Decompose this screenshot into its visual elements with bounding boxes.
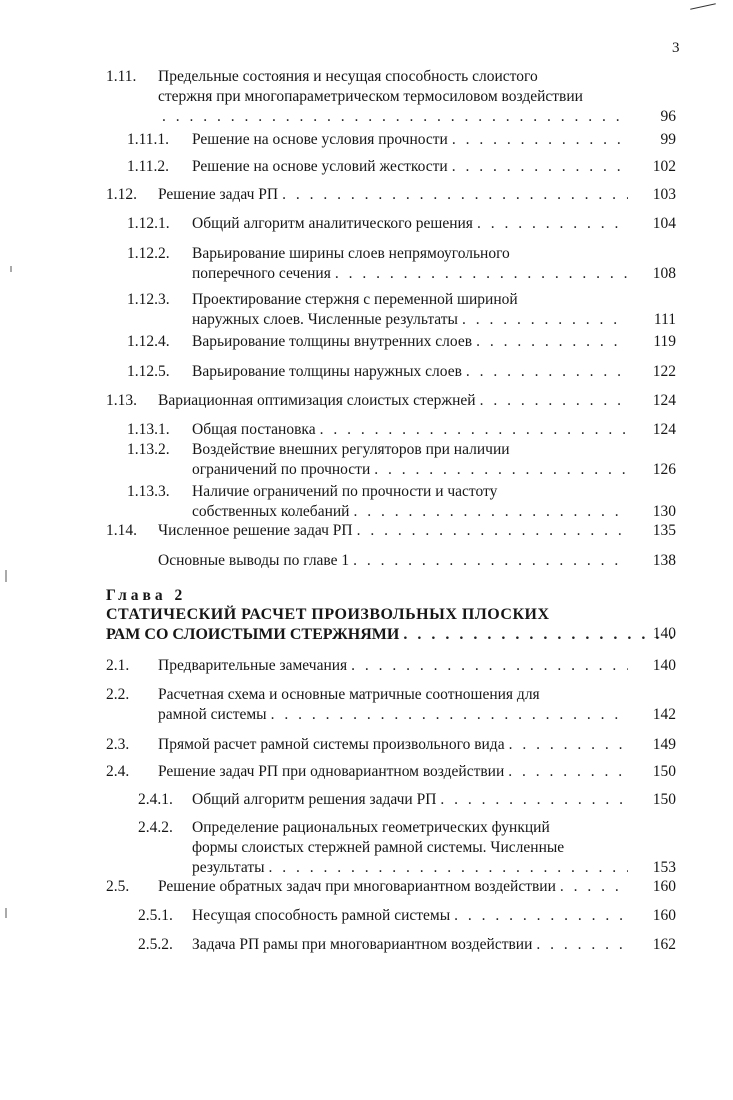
toc-entry-page: 140 bbox=[652, 657, 676, 674]
toc-entry-line: Решение задач РП при одновариантном воздействии . . . bbox=[158, 762, 628, 782]
chapter-title bbox=[106, 605, 676, 645]
toc-entry-line: Проектирование стержня с переменной шириной bbox=[192, 291, 518, 308]
toc-entry-line: Предварительные замечания . . . bbox=[158, 656, 628, 676]
toc-entry-line: Задача РП рамы при многовариантном воздействии . . . bbox=[192, 935, 628, 955]
dot-leader bbox=[505, 735, 628, 755]
dot-leader bbox=[158, 107, 628, 127]
dot-leader bbox=[448, 130, 628, 150]
dot-leader bbox=[370, 460, 628, 480]
dot-leader bbox=[476, 391, 628, 411]
toc-entry-number: 1.13.2. bbox=[127, 441, 170, 458]
toc-entry-number: 2.4.1. bbox=[138, 791, 173, 808]
toc-entry-page: 150 bbox=[652, 763, 676, 780]
toc-entry-number: 1.12. bbox=[106, 186, 137, 203]
toc-entry-line bbox=[158, 107, 628, 127]
dot-leader bbox=[349, 551, 628, 571]
chapter-title-line bbox=[106, 625, 676, 645]
toc-entry-page: 102 bbox=[652, 158, 676, 175]
toc-entry-line: формы слоистых стержней рамной системы. Численные bbox=[192, 839, 565, 856]
toc-entry-title bbox=[192, 244, 628, 284]
dot-leader bbox=[504, 762, 628, 782]
margin-mark bbox=[5, 908, 7, 918]
toc-entry-line: рамной системы . . . bbox=[158, 705, 628, 725]
toc-entry-title bbox=[192, 214, 628, 234]
toc-entry-line: Варьирование толщины наружных слоев . . . bbox=[192, 362, 628, 382]
dot-leader bbox=[347, 656, 628, 676]
dot-leader bbox=[436, 790, 628, 810]
toc-entry-page: 160 bbox=[652, 878, 676, 895]
dot-leader bbox=[532, 935, 628, 955]
toc-entry-number: 1.12.3. bbox=[127, 291, 170, 308]
toc-entry-number: 1.12.4. bbox=[127, 333, 170, 350]
toc-entry-title bbox=[158, 685, 628, 725]
margin-mark bbox=[5, 570, 7, 582]
toc-entry-title bbox=[192, 362, 628, 382]
toc-entry-number: 1.11.1. bbox=[127, 131, 170, 148]
toc-entry-title bbox=[192, 157, 628, 177]
toc-entry-number: 2.4.2. bbox=[138, 819, 173, 836]
toc-entry-line: Несущая способность рамной системы . . . bbox=[192, 906, 628, 926]
toc-entry-number: 2.5.2. bbox=[138, 936, 173, 953]
toc-entry-title bbox=[158, 67, 628, 127]
toc-entry-title bbox=[192, 482, 628, 522]
toc-entry-page: 160 bbox=[652, 907, 676, 924]
toc-entry-line: Вариационная оптимизация слоистых стержней . . . bbox=[158, 391, 628, 411]
toc-entry-page: 142 bbox=[652, 706, 676, 723]
toc-entry-title bbox=[158, 762, 628, 782]
toc-entry-page: 150 bbox=[652, 791, 676, 808]
toc-entry-number: 2.2. bbox=[106, 686, 130, 703]
toc-entry-title bbox=[158, 551, 628, 571]
toc-entry-page: 99 bbox=[660, 131, 676, 148]
dot-leader bbox=[349, 502, 628, 522]
dot-leader bbox=[331, 264, 628, 284]
toc-entry-page: 162 bbox=[652, 936, 676, 953]
toc-entry-line: Общий алгоритм решения задачи РП . . . bbox=[192, 790, 628, 810]
toc-entry-line: Общая постановка . . . bbox=[192, 420, 628, 440]
toc-entry-number: 1.14. bbox=[106, 522, 137, 539]
toc-entry-page: 153 bbox=[652, 859, 676, 876]
toc-entry-page: 126 bbox=[652, 461, 676, 478]
toc-entry-number: 1.12.2. bbox=[127, 245, 170, 262]
toc-entry-page: 96 bbox=[660, 108, 676, 125]
toc-entry-line: Решение задач РП . . . bbox=[158, 185, 628, 205]
toc-entry-number: 2.5. bbox=[106, 878, 130, 895]
dot-leader bbox=[472, 332, 628, 352]
dot-leader bbox=[462, 362, 628, 382]
toc-entry-title bbox=[192, 790, 628, 810]
toc-entry-number: 2.5.1. bbox=[138, 907, 173, 924]
toc-entry-page: 135 bbox=[652, 522, 676, 539]
toc-entry-title bbox=[192, 332, 628, 352]
toc-entry-number: 2.3. bbox=[106, 736, 130, 753]
toc-entry-title bbox=[158, 735, 628, 755]
dot-leader bbox=[265, 858, 628, 878]
toc-entry-number: 1.11. bbox=[106, 68, 137, 85]
toc-entry-line: Предельные состояния и несущая способность слоистого bbox=[158, 68, 538, 85]
toc-entry-line: Расчетная схема и основные матричные соотношения для bbox=[158, 686, 540, 703]
toc-entry-line: стержня при многопараметрическом термосиловом воздействии bbox=[158, 88, 583, 105]
toc-entry-title bbox=[192, 440, 628, 480]
toc-entry-line: результаты . . . bbox=[192, 858, 628, 878]
toc-entry-page: 130 bbox=[652, 503, 676, 520]
toc-entry-title bbox=[158, 656, 628, 676]
toc-entry-page: 108 bbox=[652, 265, 676, 282]
toc-entry-line: Решение на основе условий жесткости . . . bbox=[192, 157, 628, 177]
dot-leader bbox=[267, 705, 628, 725]
chapter-title-line: СТАТИЧЕСКИЙ РАСЧЕТ ПРОИЗВОЛЬНЫХ ПЛОСКИХ bbox=[106, 606, 550, 623]
margin-mark bbox=[10, 266, 12, 272]
toc-entry-line: Воздействие внешних регуляторов при наличии bbox=[192, 441, 510, 458]
toc-entry-number: 1.13.3. bbox=[127, 483, 170, 500]
toc-entry-page: 138 bbox=[652, 552, 676, 569]
toc-entry-line: Варьирование ширины слоев непрямоугольного bbox=[192, 245, 510, 262]
dot-leader bbox=[399, 625, 676, 645]
toc-entry-line: Решение обратных задач при многовариантном воздействии . . . bbox=[158, 877, 628, 897]
toc-entry-title bbox=[192, 130, 628, 150]
toc-entry-title bbox=[192, 935, 628, 955]
toc-entry-line: поперечного сечения . . . bbox=[192, 264, 628, 284]
toc-entry-number: 1.12.1. bbox=[127, 215, 170, 232]
dot-leader bbox=[316, 420, 628, 440]
toc-entry-line: Варьирование толщины внутренних слоев . . . bbox=[192, 332, 628, 352]
chapter-title-text: РАМ СО СЛОИСТЫМИ СТЕРЖНЯМИ bbox=[106, 626, 400, 643]
toc-entry-line: Прямой расчет рамной системы произвольного вида . . . bbox=[158, 735, 628, 755]
dot-leader bbox=[473, 214, 628, 234]
dot-leader bbox=[450, 906, 628, 926]
toc-entry-page: 103 bbox=[652, 186, 676, 203]
toc-entry-number: 2.4. bbox=[106, 763, 130, 780]
toc-entry-line: Определение рациональных геометрических функций bbox=[192, 819, 550, 836]
chapter-page: 140 bbox=[652, 625, 676, 642]
toc-entry-title bbox=[192, 290, 628, 330]
toc-entry-line: наружных слоев. Численные результаты . . . bbox=[192, 310, 628, 330]
dot-leader bbox=[448, 157, 628, 177]
page-number: 3 bbox=[672, 40, 680, 56]
toc-entry-title bbox=[158, 521, 628, 541]
toc-entry-line: собственных колебаний . . . bbox=[192, 502, 628, 522]
toc-entry-number: 1.13. bbox=[106, 392, 137, 409]
toc-entry-page: 111 bbox=[653, 311, 676, 328]
toc-entry-line: Решение на основе условия прочности . . . bbox=[192, 130, 628, 150]
toc-entry-page: 124 bbox=[652, 421, 676, 438]
toc-entry-line: Численное решение задач РП . . . bbox=[158, 521, 628, 541]
toc-entry-title bbox=[158, 185, 628, 205]
dot-leader bbox=[556, 877, 628, 897]
dot-leader bbox=[458, 310, 628, 330]
dot-leader bbox=[353, 521, 628, 541]
toc-entry-title bbox=[192, 906, 628, 926]
toc-entry-page: 104 bbox=[652, 215, 676, 232]
toc-entry-page: 119 bbox=[653, 333, 676, 350]
toc-entry-page: 149 bbox=[652, 736, 676, 753]
toc-entry-title bbox=[192, 420, 628, 440]
toc-entry-line: Общий алгоритм аналитического решения . . . bbox=[192, 214, 628, 234]
dot-leader bbox=[278, 185, 628, 205]
toc-entry-line: Наличие ограничений по прочности и частоту bbox=[192, 483, 498, 500]
toc-entry-number: 1.13.1. bbox=[127, 421, 170, 438]
toc-entry-page: 122 bbox=[652, 363, 676, 380]
chapter-label: Глава 2 bbox=[106, 587, 187, 604]
toc-entry-line: ограничений по прочности . . . bbox=[192, 460, 628, 480]
toc-entry-number: 1.11.2. bbox=[127, 158, 170, 175]
corner-pen-mark bbox=[690, 3, 716, 9]
toc-entry-number: 1.12.5. bbox=[127, 363, 170, 380]
toc-entry-title bbox=[192, 818, 628, 878]
toc-entry-number: 2.1. bbox=[106, 657, 130, 674]
toc-entry-title bbox=[158, 391, 628, 411]
toc-entry-title bbox=[158, 877, 628, 897]
toc-entry-line: Основные выводы по главе 1 . . . bbox=[158, 551, 628, 571]
toc-entry-page: 124 bbox=[652, 392, 676, 409]
